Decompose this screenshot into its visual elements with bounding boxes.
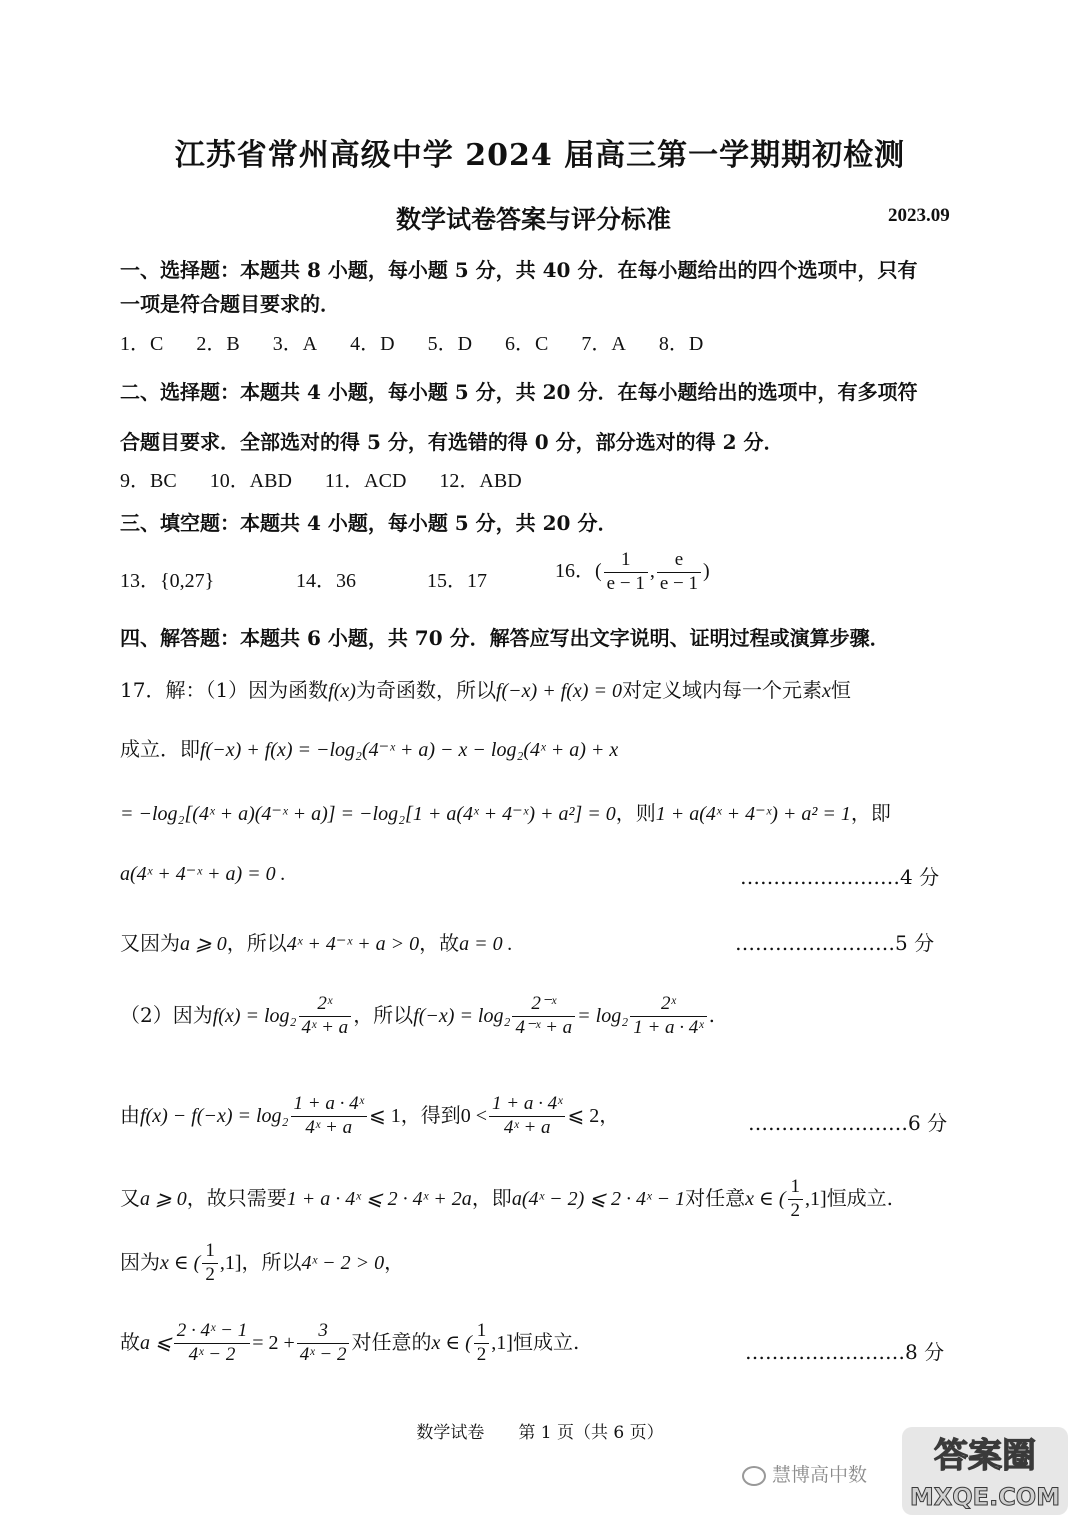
answer-8: 8．D [658,333,704,355]
answer-5: 5．D [427,333,473,355]
q17-part2-line5: 故a ⩽ $\frac{\text{2 · 4ˣ − 1}}{\text{4ˣ − 2}}$ = 2 + $\frac{3}{\text{4ˣ − 2}}$ 对任意的x ∈ ( $\frac{1}{2}$ ,1]恒成立. [120,1320,580,1365]
answer-3: 3．A [272,333,318,355]
fraction: $\frac{1}{2}$ [202,1240,218,1287]
section1-answers [120,327,731,356]
q17-part2-line3: 又a ⩾ 0，故只需要1 + a · 4ˣ ⩽ 2 · 4ˣ + 2a，即a(4ˣ − 2) ⩽ 2 · 4ˣ − 1对任意x ∈ ( $\frac{1}{2}$ ,1]恒成立. [120,1176,894,1221]
answer-6: 6．C [505,333,549,355]
score-8: ……………………8 分 [745,1340,945,1364]
answer-1: 1．C [120,333,164,355]
fraction: $\frac{e}{e - 1}$ [657,549,701,596]
logo-text-bottom: MXQE.COM [909,1483,1061,1511]
section2-heading-line1: 二、选择题：本题共 4 小题，每小题 5 分，共 20 分．在每小题给出的选项中，有多项符 [120,380,918,404]
q17-part2-line1: （2）因为f(x) = log₂ $\frac{\text{2ˣ}}{\text{4ˣ + a}}$ ，所以f(−x) = log₂ $\frac{\text{2⁻ˣ}}{\text{4⁻ˣ + a}}$ = log₂ $\frac{\text{2ˣ}}{\text{1 + a · 4ˣ}}$ . [120,993,715,1038]
fraction: $\frac{1}{2}$ [788,1176,804,1223]
watermark-logo [900,1425,1070,1517]
q17-line1: 17．解：（1）因为函数f(x)为奇函数，所以f(−x) + f(x) = 0对定义域内每一个元素x恒 [120,678,851,702]
q17-part2-line4: 因为x ∈ ( $\frac{1}{2}$ ,1]，所以4ˣ − 2 > 0， [120,1240,405,1285]
section3-heading: 三、填空题：本题共 4 小题，每小题 5 分，共 20 分． [120,511,618,535]
section4-heading: 四、解答题：本题共 6 小题，共 70 分．解答应写出文字说明、证明过程或演算步骤． [120,626,890,650]
logo-text-top: 答案圈 [934,1436,1036,1476]
answer-9: 9．BC [120,470,177,492]
fraction: $\frac{\text{2ˣ}}{\text{1 + a · 4ˣ}}$ [630,993,706,1040]
score-4: ……………………4 分 [740,865,940,889]
answer-7: 7．A [581,333,626,355]
logo-graphic [900,1425,1070,1517]
section1-heading-line2: 一项是符合题目要求的． [120,292,340,316]
answer-4: 4．D [350,333,395,355]
q17-line5: 又因为a ⩾ 0，所以4ˣ + 4⁻ˣ + a > 0，故a = 0 . [120,931,513,955]
answer-16: 16．( $\frac{1}{e - 1}$ , $\frac{e}{e - 1}$ ) [555,549,710,594]
answer-13: 13．{0,27} [120,570,215,592]
q17-line2: 成立．即f(−x) + f(x) = −log₂(4⁻ˣ + a) − x − log₂(4ˣ + a) + x [120,737,619,761]
answer-11: 11．ACD [324,470,407,492]
wechat-icon [742,1466,766,1486]
q17-line3: = −log₂[(4ˣ + a)(4⁻ˣ + a)] = −log₂[1 + a(4ˣ + 4⁻ˣ) + a²] = 0，则1 + a(4ˣ + 4⁻ˣ) + a² = 1，即 [120,801,891,825]
document-title: 江苏省常州高级中学 2024 届高三第一学期期初检测 [174,138,906,173]
answer-10: 10．ABD [209,470,292,492]
watermark-text: 慧博高中数 [742,1460,867,1487]
document-date: 2023.09 [888,205,950,226]
section2-heading-line2: 合题目要求．全部选对的得 5 分，有选错的得 0 分，部分选对的得 2 分． [120,430,784,454]
document-subtitle: 数学试卷答案与评分标准 [396,205,672,234]
fraction: $\frac{\text{2ˣ}}{\text{4ˣ + a}}$ [299,993,352,1040]
score-6: ……………………6 分 [748,1111,948,1135]
answer-14: 14．36 [296,570,356,592]
section1-heading-line1: 一、选择题：本题共 8 小题，每小题 5 分，共 40 分．在每小题给出的四个选项中，只有 [120,258,918,282]
fraction: $\frac{\text{2 · 4ˣ − 1}}{\text{4ˣ − 2}}$ [174,1320,250,1367]
answer-15: 15．17 [427,570,487,592]
fraction: $\frac{\text{1 + a · 4ˣ}}{\text{4ˣ + a}}$ [291,1093,367,1140]
fraction: $\frac{\text{1 + a · 4ˣ}}{\text{4ˣ + a}}$ [489,1093,565,1140]
page-footer: 数学试卷 第 1 页（共 6 页） [416,1423,664,1443]
answer-2: 2．B [196,333,240,355]
fraction: $\frac{1}{2}$ [474,1320,490,1367]
score-5: ……………………5 分 [735,931,935,955]
fraction: $\frac{1}{e - 1}$ [604,549,648,596]
answer-12: 12．ABD [439,470,522,492]
q17-line4: a(4ˣ + 4⁻ˣ + a) = 0 . [120,863,286,885]
q17-part2-line2: 由f(x) − f(−x) = log₂ $\frac{\text{1 + a · 4ˣ}}{\text{4ˣ + a}}$ ⩽ 1，得到0 < $\frac{\text{1 + a · 4ˣ}}{\text{4ˣ + a}}$ ⩽ 2， [120,1093,620,1138]
fraction: $\frac{\text{2⁻ˣ}}{\text{4⁻ˣ + a}}$ [512,993,575,1040]
fraction: $\frac{3}{\text{4ˣ − 2}}$ [297,1320,350,1367]
section2-answers [120,464,550,493]
answer-16-label: 16． [555,559,595,582]
